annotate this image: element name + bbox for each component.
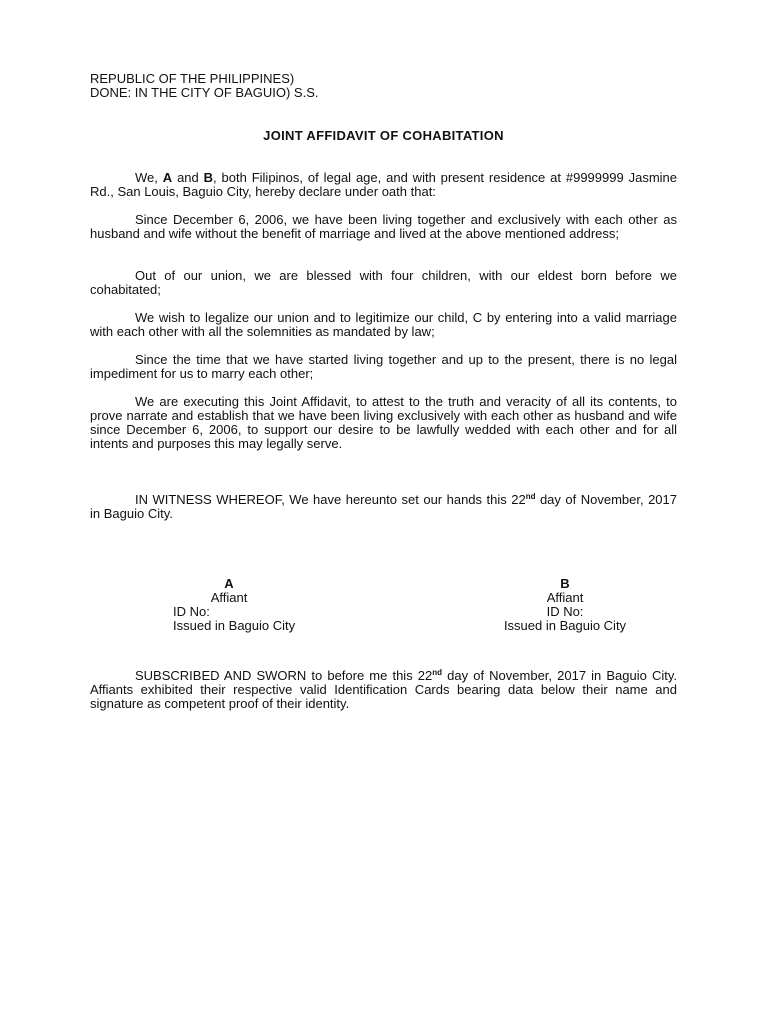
declaration-paragraph-3: We wish to legalize our union and to legitimize our child, C by entering into a valid marriage with each other with all the solemnities as mandated by law; [90, 310, 677, 339]
intro-name-a: A [162, 170, 173, 185]
jurat-paragraph [90, 669, 677, 711]
intro-rest: , both Filipinos, of legal age, and with present residence at #9999999 Jasmine Rd., San Louis, Baguio City, hereby declare under oath that: [90, 170, 677, 199]
document-header [90, 72, 319, 100]
declaration-paragraph-1: Since December 6, 2006, we have been living together and exclusively with each other as husband and wife without the benefit of marriage and lived at the above mentioned address; [90, 212, 677, 241]
document-title: JOINT AFFIDAVIT OF COHABITATION [263, 128, 504, 143]
witness-ordinal-suffix: nd [525, 492, 536, 501]
witness-text-after: day of November, 2017 in Baguio City. [90, 492, 677, 521]
signatory-id-label: ID No: [546, 604, 584, 619]
signatory-issued: Issued in Baguio City [173, 618, 296, 633]
jurat-text-after: day of November, 2017 in Baguio City. Affiants exhibited their respective valid Identification Cards bearing data below their name and signature as competent proof of their identity. [90, 668, 677, 711]
declaration-paragraph-4: Since the time that we have started living together and up to the present, there is no legal impediment for us to marry each other; [90, 352, 677, 381]
signatory-role: Affiant [210, 590, 248, 605]
jurat-ordinal-suffix: nd [432, 668, 443, 677]
intro-paragraph [90, 171, 677, 199]
jurat-text-before: SUBSCRIBED AND SWORN to before me this 22 [135, 668, 433, 683]
witness-text-before: IN WITNESS WHEREOF, We have hereunto set our hands this 22 [135, 492, 526, 507]
header-venue-line: DONE: IN THE CITY OF BAGUIO) S.S. [90, 85, 319, 100]
intro-we: We, [135, 170, 158, 185]
signature-block-a [134, 577, 324, 633]
intro-name-b: B [203, 170, 214, 185]
declaration-paragraph-2: Out of our union, we are blessed with four children, with our eldest born before we cohabitated; [90, 268, 677, 297]
signatory-name: A [224, 576, 234, 591]
intro-and: and [177, 170, 199, 185]
signatory-id-label: ID No: [173, 604, 210, 619]
signatory-role: Affiant [546, 590, 584, 605]
witness-paragraph [90, 493, 677, 521]
signatory-name: B [560, 576, 570, 591]
declaration-paragraph-5: We are executing this Joint Affidavit, to attest to the truth and veracity of all its contents, to prove narrate and establish that we have been living exclusively with each other as husband and wife since December 6, 2006, to support our desire to be lawfully wedded with each other and for all intents and purposes this may legally serve. [90, 394, 677, 451]
signature-block-b [470, 577, 660, 633]
signatory-issued: Issued in Baguio City [503, 618, 627, 633]
header-republic-line: REPUBLIC OF THE PHILIPPINES) [90, 71, 295, 86]
